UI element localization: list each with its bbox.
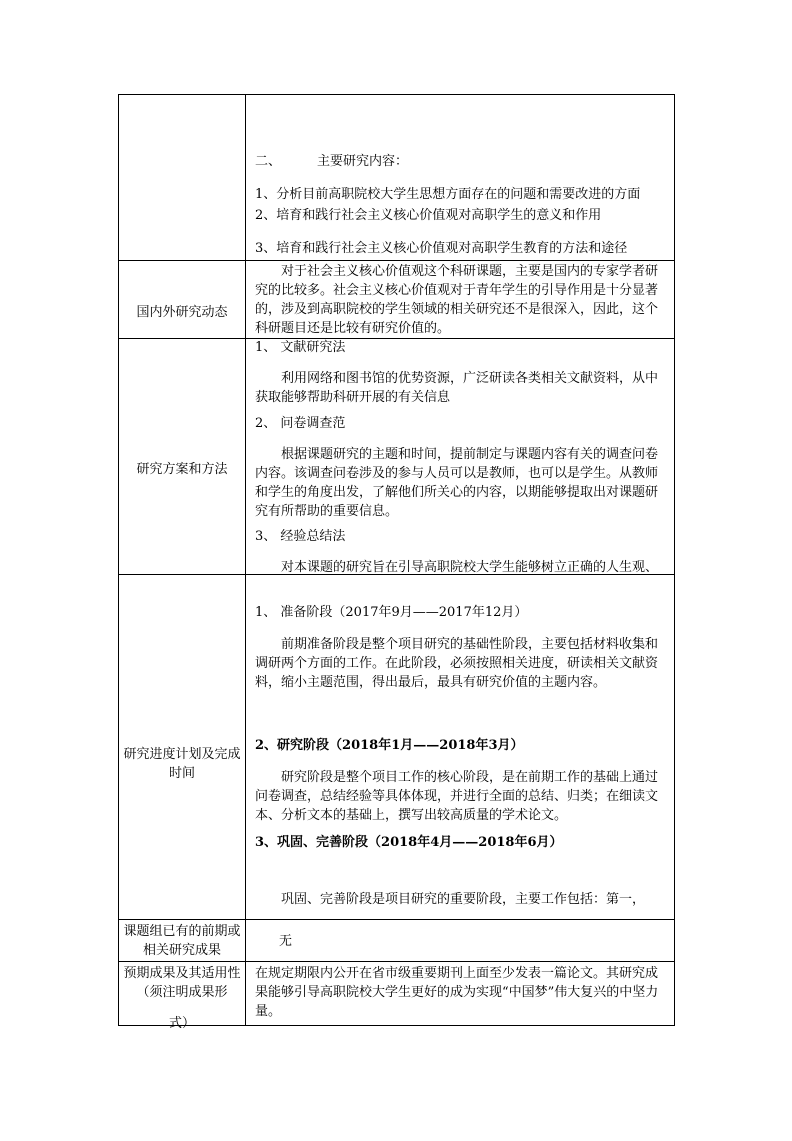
expected-results-text: 在规定期限内公开在省市级重要期刊上面至少发表一篇论文。其研究成果能够引导高职院校大学生更好的成为实现“中国梦”伟大复兴的中坚力量。 [255,966,659,1019]
column-divider [245,95,246,1025]
content-heading: 二、 主要研究内容： [255,154,409,169]
prior-results-label: 课题组已有的前期或相关研究成果 [123,924,241,958]
row-divider [119,961,674,962]
schedule-label: 研究进度计划及完成时间 [123,747,241,781]
stage-1-text: 前期准备阶段是整个项目研究的基础性阶段，主要包括材料收集和调研两个方面的工作。在此阶段，必须按照相关进度，研读相关文献资料，缩小主题范围，得出最后，最具有研究价值的主题内容。 [255,637,659,690]
status-label: 国内外研究动态 [136,305,228,320]
method-1-title: 1、 文献研究法 [255,340,346,355]
methods-label: 研究方案和方法 [136,462,228,477]
content-item-3: 3、培育和践行社会主义核心价值观对高职学生教育的方法和途径 [255,241,628,256]
row-divider [119,260,674,261]
method-2-title: 2、 问卷调查范 [255,416,346,431]
stage-3-text: 巩固、完善阶段是项目研究的重要阶段，主要工作包括：第一， [281,892,646,907]
content-item-2: 2、培育和践行社会主义核心价值观对高职学生的意义和作用 [255,208,602,223]
stage-3-title: 3、巩固、完善阶段（2018年4月——2018年6月） [255,835,563,850]
application-form-table [118,94,675,1031]
row-divider [119,919,674,920]
content-item-1: 1、分析目前高职院校大学生思想方面存在的问题和需要改进的方面 [255,187,641,202]
method-3-title: 3、 经验总结法 [255,529,346,544]
stage-2-text: 研究阶段是整个项目工作的核心阶段，是在前期工作的基础上通过问卷调查，总结经验等具体体现，并进行全面的总结、归类；在细读文本、分析文本的基础上，撰写出较高质量的学术论文。 [255,770,659,823]
expected-results-label-tail: 式） [168,1016,195,1031]
method-1-text: 利用网络和图书馆的优势资源，广泛研读各类相关文献资料，从中获取能够帮助科研开展的有关信息 [255,371,659,405]
status-text: 对于社会主义核心价值观这个科研课题，主要是国内的专家学者研究的比较多。社会主义核心价值观对于青年学生的引导作用是十分显著的，涉及到高职院校的学生领域的相关研究还不是很深入，因此，这个科研题目还是比较有研究价值的。 [255,264,659,336]
method-2-text: 根据课题研究的主题和时间，提前制定与课题内容有关的调查问卷内容。该调查问卷涉及的参与人员可以是教师，也可以是学生。从教师和学生的角度出发，了解他们所关心的内容，以期能够提取出对课题研究有所帮助的重要信息。 [255,447,659,519]
stage-2-title: 2、研究阶段（2018年1月——2018年3月） [255,738,524,753]
stage-1-title: 1、 准备阶段（2017年9月——2017年12月） [255,605,528,620]
expected-results-label: 预期成果及其适用性（须注明成果形 [123,966,241,1000]
method-3-text: 对本课题的研究旨在引导高职院校大学生能够树立正确的人生观、 [281,560,659,574]
prior-results-text: 无 [279,934,293,949]
row-divider [119,574,674,575]
